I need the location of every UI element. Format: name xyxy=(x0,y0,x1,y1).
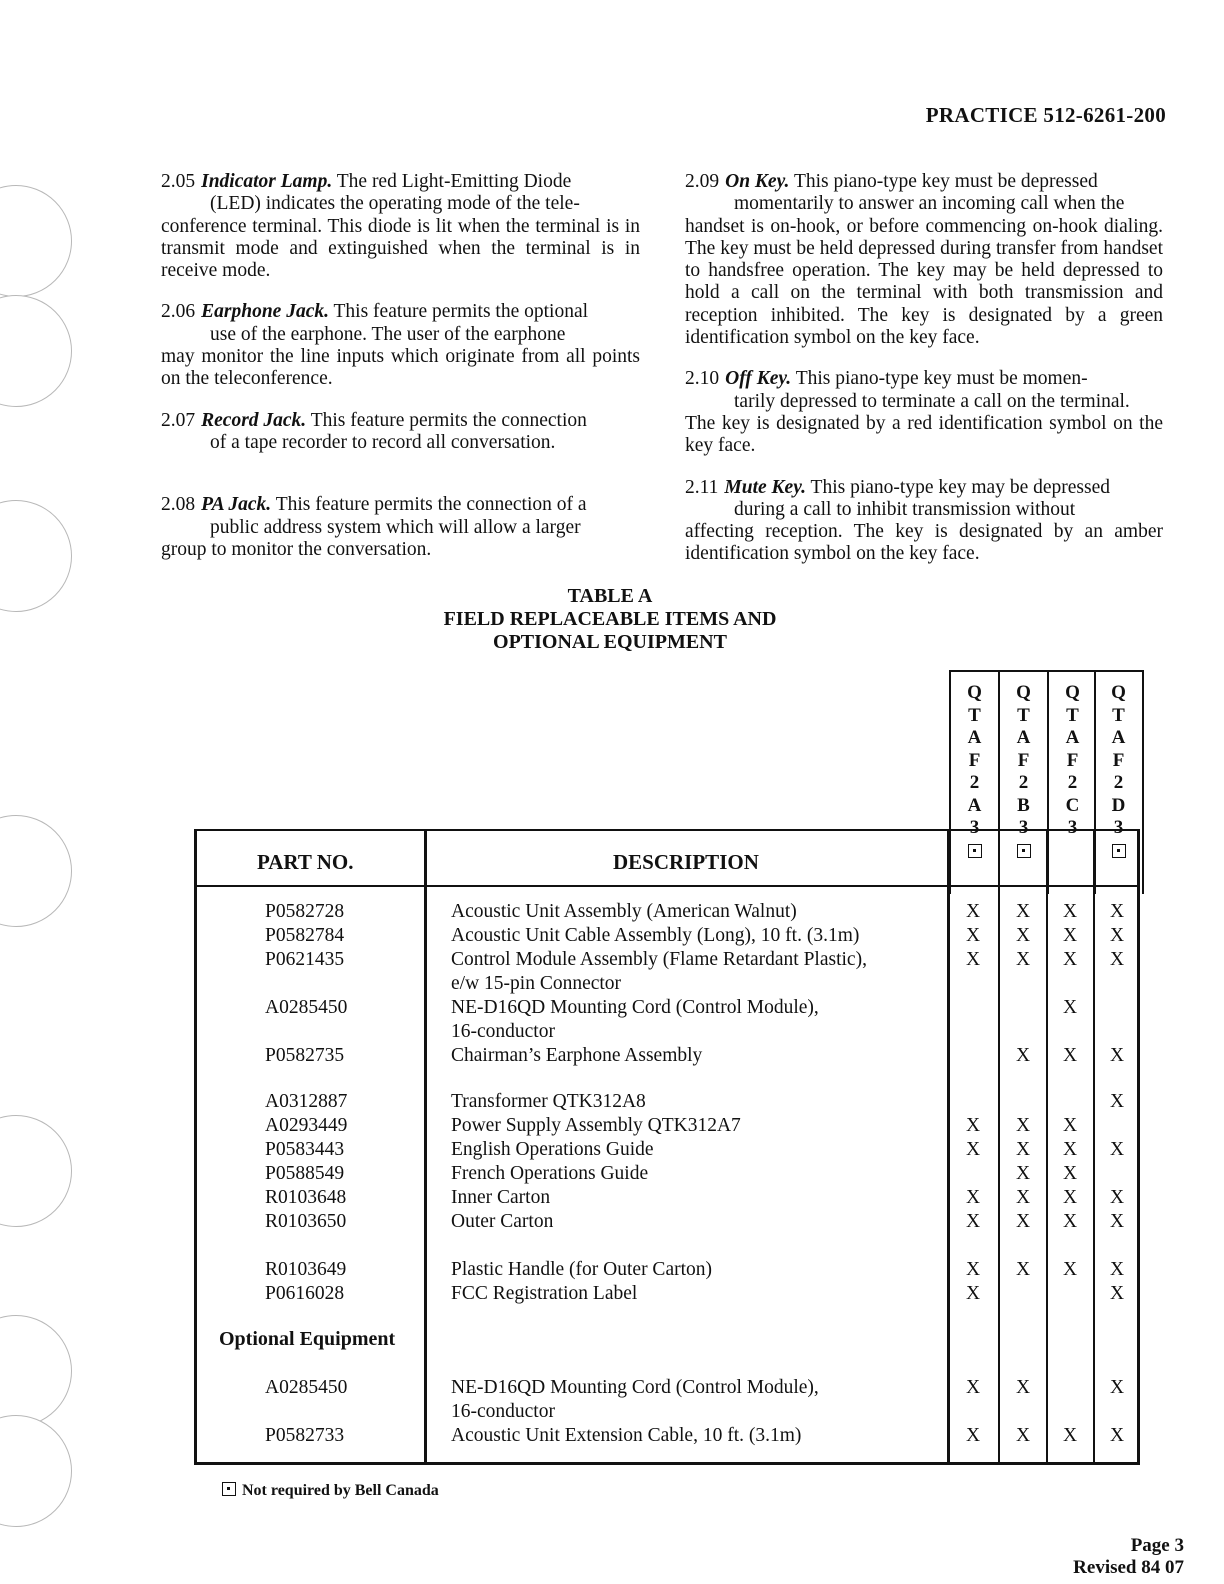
para-text: public address system which will allow a larger xyxy=(210,516,581,538)
code-letter: A xyxy=(967,794,982,816)
availability-mark: X xyxy=(1062,1187,1078,1208)
part-number: R0103648 xyxy=(265,1187,347,1208)
availability-mark: X xyxy=(1062,1139,1078,1160)
code-letter: A xyxy=(1111,727,1126,748)
description-line: Acoustic Unit Cable Assembly (Long), 10 ft. (3.1m) xyxy=(451,925,860,946)
availability-mark: X xyxy=(1062,949,1078,970)
description-line: e/w 15-pin Connector xyxy=(451,972,622,994)
part-number: P0582733 xyxy=(265,1425,345,1446)
availability-mark: X xyxy=(1062,925,1078,946)
availability-mark: X xyxy=(1062,997,1078,1018)
punch-hole xyxy=(0,815,72,927)
code-letter: T xyxy=(1066,704,1079,726)
para-number: 2.11 xyxy=(685,476,719,498)
part-description xyxy=(451,1376,926,1423)
part-number: A0293449 xyxy=(265,1115,348,1136)
para-text: This feature permits the connection xyxy=(310,409,587,431)
column-divider xyxy=(1093,831,1095,1462)
code-letter: F xyxy=(968,749,981,771)
availability-mark: X xyxy=(1109,1377,1125,1398)
part-number: A0285450 xyxy=(265,997,348,1018)
availability-mark: X xyxy=(1109,1091,1125,1112)
part-description xyxy=(451,1424,926,1448)
code-letter: 2 xyxy=(1018,772,1029,793)
availability-mark: X xyxy=(1015,1163,1031,1184)
column-divider xyxy=(424,831,427,1462)
footnote xyxy=(222,1478,439,1500)
description-line: 16-conductor xyxy=(451,1020,555,1042)
part-number: P0588549 xyxy=(265,1163,345,1184)
para-text: momentarily to answer an incoming call when the xyxy=(734,193,1125,215)
para-text: This feature permits the connection of a xyxy=(275,494,587,516)
para-title: Earphone Jack. xyxy=(201,301,329,323)
code-letter: 2 xyxy=(1113,772,1124,793)
description-line: Acoustic Unit Assembly (American Walnut) xyxy=(451,901,797,922)
col-header-part-no: PART NO. xyxy=(257,850,354,874)
part-number: R0103649 xyxy=(265,1259,347,1280)
optional-equipment-heading: Optional Equipment xyxy=(219,1328,396,1350)
availability-mark: X xyxy=(965,949,981,970)
availability-mark: X xyxy=(1015,925,1031,946)
description-line: Chairman’s Earphone Assembly xyxy=(451,1045,703,1066)
description-line: NE-D16QD Mounting Cord (Control Module), xyxy=(451,1377,819,1398)
availability-mark: X xyxy=(965,1425,981,1446)
table-title xyxy=(420,585,800,654)
left-column xyxy=(161,171,640,580)
part-number: A0285450 xyxy=(265,1377,348,1398)
availability-mark: X xyxy=(1062,901,1078,922)
part-description xyxy=(451,1210,926,1234)
description-line: 16-conductor xyxy=(451,1400,555,1422)
availability-mark: X xyxy=(1015,1187,1031,1208)
para-number: 2.09 xyxy=(685,171,720,192)
para-title: Indicator Lamp. xyxy=(201,171,333,192)
para-title: Mute Key. xyxy=(724,476,807,498)
para-text: conference terminal. This diode is lit when the terminal is in transmit mode and extinguished when the terminal is in receive mode. xyxy=(161,215,640,282)
revision-date: Revised 84 07 xyxy=(1073,1557,1184,1578)
availability-mark: X xyxy=(1109,1283,1125,1304)
availability-mark: X xyxy=(1015,1115,1031,1136)
part-number: P0621435 xyxy=(265,949,345,970)
part-number: A0312887 xyxy=(265,1091,348,1112)
description-line: Transformer QTK312A8 xyxy=(451,1091,646,1112)
description-line: Inner Carton xyxy=(451,1187,551,1208)
part-description xyxy=(451,948,926,995)
footnote-text: Not required by Bell Canada xyxy=(242,1482,439,1499)
para-text: This feature permits the optional xyxy=(333,301,589,323)
part-description xyxy=(451,1044,926,1068)
punch-hole xyxy=(0,1415,72,1527)
punch-hole xyxy=(0,500,72,612)
parts-table xyxy=(194,829,1140,1465)
description-line: English Operations Guide xyxy=(451,1139,654,1160)
availability-mark: X xyxy=(1109,949,1125,970)
availability-mark: X xyxy=(965,1115,981,1136)
column-divider xyxy=(947,831,950,1462)
availability-mark: X xyxy=(965,901,981,922)
description-line: Plastic Handle (for Outer Carton) xyxy=(451,1259,713,1280)
para-2-06 xyxy=(161,301,640,390)
para-2-10 xyxy=(685,368,1163,457)
availability-mark: X xyxy=(1109,1045,1125,1066)
code-letter: 2 xyxy=(1067,772,1078,793)
code-letter: Q xyxy=(1016,682,1031,703)
availability-mark: X xyxy=(1015,1045,1031,1066)
part-number: P0583443 xyxy=(265,1139,345,1160)
para-text: handset is on-hook, or before commencing on-hook dialing. The key must be held depressed during transfer from handset to handsfree operation. The key may be held depressed to hold a call on the terminal with both transmission and reception inhibited. The key is designated by a green identification symbol on the key face. xyxy=(685,215,1163,349)
code-letter: F xyxy=(1017,749,1030,771)
code-letter: F xyxy=(1112,749,1125,771)
punch-hole xyxy=(0,1315,72,1427)
availability-mark: X xyxy=(1109,1425,1125,1446)
code-letter: B xyxy=(1017,794,1030,816)
availability-mark: X xyxy=(1109,1139,1125,1160)
part-number: P0616028 xyxy=(265,1283,345,1304)
para-text: of a tape recorder to record all conversation. xyxy=(210,431,556,453)
para-2-11 xyxy=(685,477,1163,566)
code-letter: Q xyxy=(1065,682,1080,703)
part-description xyxy=(451,1162,926,1186)
para-text: may monitor the line inputs which originate from all points on the teleconference. xyxy=(161,346,640,390)
availability-mark: X xyxy=(965,1211,981,1232)
code-letter: 2 xyxy=(969,772,980,793)
para-text: The red Light-Emitting Diode xyxy=(336,171,572,192)
description-line: FCC Registration Label xyxy=(451,1283,638,1304)
part-number: P0582728 xyxy=(265,901,345,922)
availability-mark: X xyxy=(1109,1211,1125,1232)
para-text: tarily depressed to terminate a call on the terminal. xyxy=(734,390,1130,412)
availability-mark: X xyxy=(1015,1139,1031,1160)
availability-mark: X xyxy=(1015,901,1031,922)
para-text: This piano-type key must be momen- xyxy=(795,368,1088,390)
availability-mark: X xyxy=(1062,1425,1078,1446)
code-letter: F xyxy=(1066,749,1079,771)
column-divider xyxy=(998,831,1000,1462)
part-description xyxy=(451,1114,926,1138)
availability-mark: X xyxy=(1109,1187,1125,1208)
punch-hole xyxy=(0,1115,72,1227)
part-description xyxy=(451,1282,926,1306)
part-description xyxy=(451,996,926,1043)
para-text: affecting reception. The key is designated by an amber identification symbol on the key face. xyxy=(685,521,1163,565)
page-number: Page 3 xyxy=(1130,1535,1184,1556)
part-description xyxy=(451,1138,926,1162)
para-text: The key is designated by a red identification symbol on the key face. xyxy=(685,412,1163,457)
availability-mark: X xyxy=(1109,925,1125,946)
para-number: 2.05 xyxy=(161,171,196,192)
para-2-05 xyxy=(161,171,640,282)
code-letter: T xyxy=(1017,704,1030,726)
code-letter: 3 xyxy=(1018,817,1029,838)
para-title: Off Key. xyxy=(725,368,792,390)
availability-mark: X xyxy=(965,1283,981,1304)
part-description xyxy=(451,924,926,948)
para-text: (LED) indicates the operating mode of the tele- xyxy=(210,193,580,215)
footnote-mark-icon xyxy=(222,1482,236,1496)
availability-mark: X xyxy=(1015,1259,1031,1280)
availability-mark: X xyxy=(1062,1115,1078,1136)
para-number: 2.08 xyxy=(161,494,196,516)
description-line: NE-D16QD Mounting Cord (Control Module), xyxy=(451,997,819,1018)
para-number: 2.07 xyxy=(161,409,196,431)
availability-mark: X xyxy=(1109,901,1125,922)
para-title: On Key. xyxy=(725,171,790,192)
part-description xyxy=(451,1090,926,1114)
punch-hole xyxy=(0,185,72,297)
code-letter: D xyxy=(1111,794,1126,816)
part-description xyxy=(451,1186,926,1210)
col-header-description: DESCRIPTION xyxy=(613,850,759,874)
practice-number: PRACTICE 512-6261-200 xyxy=(925,103,1166,127)
code-letter: Q xyxy=(1111,682,1126,703)
para-2-08 xyxy=(161,494,640,561)
para-text: group to monitor the conversation. xyxy=(161,538,432,560)
right-column xyxy=(685,171,1163,585)
para-text: use of the earphone. The user of the earphone xyxy=(210,323,566,345)
code-letter: A xyxy=(1065,727,1080,748)
part-description xyxy=(451,900,926,924)
availability-mark: X xyxy=(1062,1259,1078,1280)
table-title-line: OPTIONAL EQUIPMENT xyxy=(493,631,727,653)
para-title: Record Jack. xyxy=(201,409,307,431)
code-letter: 3 xyxy=(969,817,980,838)
part-description xyxy=(451,1258,926,1282)
availability-mark: X xyxy=(965,1377,981,1398)
table-title-line: TABLE A xyxy=(567,585,653,607)
table-title-line: FIELD REPLACEABLE ITEMS AND xyxy=(443,608,777,630)
para-2-07 xyxy=(161,410,640,455)
description-line: Acoustic Unit Extension Cable, 10 ft. (3.1m) xyxy=(451,1425,802,1446)
code-letter: 3 xyxy=(1067,817,1078,838)
availability-mark: X xyxy=(1015,1425,1031,1446)
part-number: P0582784 xyxy=(265,925,345,946)
part-number: P0582735 xyxy=(265,1045,345,1066)
description-line: French Operations Guide xyxy=(451,1163,649,1184)
availability-mark: X xyxy=(965,925,981,946)
availability-mark: X xyxy=(1015,1377,1031,1398)
para-text: during a call to inhibit transmission without xyxy=(734,498,1076,520)
para-title: PA Jack. xyxy=(201,494,272,516)
code-letter: A xyxy=(967,727,982,748)
code-letter: T xyxy=(968,704,981,726)
description-line: Power Supply Assembly QTK312A7 xyxy=(451,1115,741,1136)
code-letter: C xyxy=(1065,794,1080,816)
page-footer xyxy=(1073,1535,1184,1579)
para-2-09 xyxy=(685,171,1163,349)
code-letter: A xyxy=(1016,727,1031,748)
availability-mark: X xyxy=(965,1187,981,1208)
availability-mark: X xyxy=(1015,1211,1031,1232)
punch-hole xyxy=(0,295,72,407)
description-line: Control Module Assembly (Flame Retardant Plastic), xyxy=(451,949,867,970)
para-text: This piano-type key may be depressed xyxy=(810,476,1110,498)
para-number: 2.10 xyxy=(685,368,720,390)
code-letter: 3 xyxy=(1113,817,1124,838)
part-number: R0103650 xyxy=(265,1211,347,1232)
para-number: 2.06 xyxy=(161,301,196,323)
para-text: This piano-type key must be depressed xyxy=(793,171,1098,192)
availability-mark: X xyxy=(1015,949,1031,970)
description-line: Outer Carton xyxy=(451,1211,554,1232)
header-rule xyxy=(197,885,1137,887)
column-divider xyxy=(1046,831,1048,1462)
code-letter: Q xyxy=(967,682,982,703)
availability-mark: X xyxy=(1062,1163,1078,1184)
availability-mark: X xyxy=(1062,1045,1078,1066)
availability-mark: X xyxy=(965,1139,981,1160)
availability-mark: X xyxy=(1109,1259,1125,1280)
code-letter: T xyxy=(1112,704,1125,726)
availability-mark: X xyxy=(965,1259,981,1280)
availability-mark: X xyxy=(1062,1211,1078,1232)
